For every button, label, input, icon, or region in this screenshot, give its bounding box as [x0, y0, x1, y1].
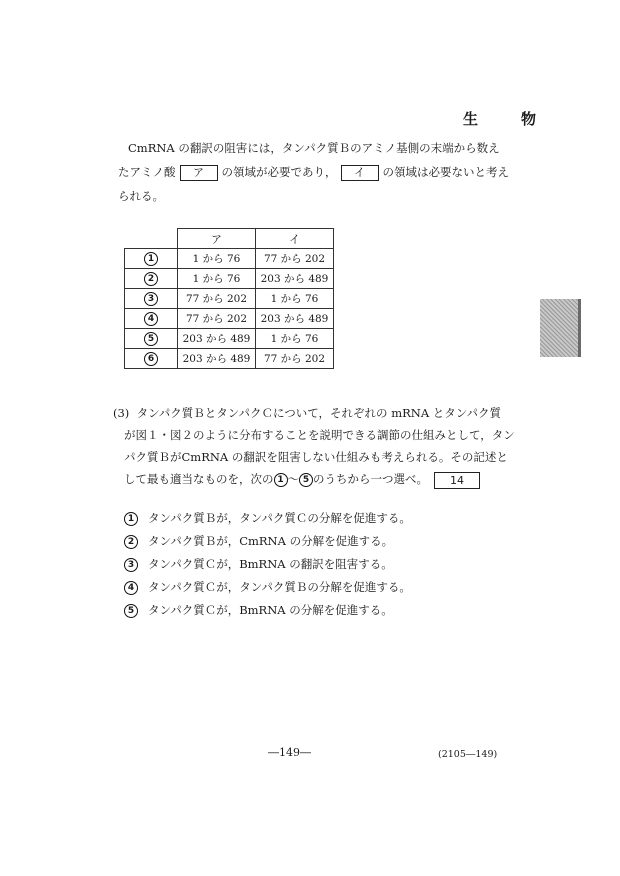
section-tab-edge: [578, 299, 581, 357]
exam-code: (2105―149): [438, 749, 498, 760]
cell-a: 1 から 76: [178, 269, 256, 289]
question-3-line-3: パク質ＢがCmRNA の翻訳を阻害しない仕組みも考えられる。その記述と: [124, 450, 508, 464]
list-item: [124, 533, 411, 556]
table-row: [125, 269, 334, 289]
header-a: ア: [178, 229, 256, 249]
option-number: 5: [144, 332, 158, 346]
blank-box-a: ア: [180, 165, 218, 181]
cell-i: 203 から 489: [256, 269, 334, 289]
range-tilde: ～: [287, 472, 299, 486]
question-3-line-1: [113, 402, 508, 424]
intro-line-1: CmRNA の翻訳の阻害には，タンパク質Ｂのアミノ基側の末端から数え: [128, 141, 500, 155]
header-i: イ: [256, 229, 334, 249]
option-number: 6: [144, 352, 158, 366]
table-row: [125, 289, 334, 309]
options-table: [124, 228, 334, 369]
subject-title: 生 物: [463, 110, 551, 128]
question-3-text-4b: のうちから一つ選べ。: [313, 472, 428, 486]
table-row: [125, 309, 334, 329]
table-row: [125, 349, 334, 369]
choice-text: タンパク質Ｃが，BmRNA の分解を促進する。: [148, 603, 393, 617]
range-end-number: 5: [299, 473, 313, 487]
choice-text: タンパク質Ｂが，CmRNA の分解を促進する。: [148, 534, 394, 548]
intro-line-3: られる。: [118, 189, 164, 203]
question-3-line-4: [113, 468, 508, 490]
question-3-text-1: タンパク質ＢとタンパクＣについて，それぞれの mRNA とタンパク質: [136, 406, 501, 420]
list-item: [124, 579, 411, 602]
intro-line-2-post: の領域は必要ないと考え: [382, 165, 509, 179]
cell-i: 1 から 76: [256, 289, 334, 309]
blank-box-i: イ: [341, 165, 379, 181]
cell-i: 1 から 76: [256, 329, 334, 349]
cell-a: 203 から 489: [178, 329, 256, 349]
list-item: [124, 510, 411, 533]
cell-a: 77 から 202: [178, 289, 256, 309]
section-tab-marker: [540, 299, 578, 357]
question-3-line-2: が図１・図２のように分布することを説明できる調節の仕組みとして，タン: [124, 428, 515, 442]
answer-box: 14: [434, 472, 480, 489]
choice-text: タンパク質Ｂが，タンパク質Ｃの分解を促進する。: [148, 511, 411, 525]
choice-number: 2: [124, 535, 138, 549]
list-item: [124, 602, 411, 625]
choice-text: タンパク質Ｃが，BmRNA の翻訳を阻害する。: [148, 557, 393, 571]
choice-number: 5: [124, 604, 138, 618]
intro-line-2-pre: たアミノ酸: [118, 165, 176, 179]
choice-number: 3: [124, 558, 138, 572]
option-number: 1: [144, 252, 158, 266]
cell-i: 203 から 489: [256, 309, 334, 329]
table-row: [125, 249, 334, 269]
choice-text: タンパク質Ｃが，タンパク質Ｂの分解を促進する。: [148, 580, 411, 594]
cell-i: 77 から 202: [256, 249, 334, 269]
option-number: 2: [144, 272, 158, 286]
question-3: [113, 402, 515, 490]
question-label: (3): [113, 406, 130, 420]
page-number: ―149―: [268, 746, 311, 759]
table-corner: [125, 229, 178, 249]
choices-list: [124, 510, 411, 625]
cell-i: 77 から 202: [256, 349, 334, 369]
list-item: [124, 556, 411, 579]
intro-line-2-mid: の領域が必要であり，: [221, 165, 337, 179]
table-row: [125, 329, 334, 349]
intro-paragraph: [118, 136, 508, 208]
cell-a: 1 から 76: [178, 249, 256, 269]
cell-a: 203 から 489: [178, 349, 256, 369]
choice-number: 1: [124, 512, 138, 526]
table-header-row: [125, 229, 334, 249]
choice-number: 4: [124, 581, 138, 595]
question-3-text-4: して最も適当なものを，次の: [124, 472, 274, 486]
option-number: 4: [144, 312, 158, 326]
intro-line-2: [118, 160, 508, 184]
cell-a: 77 から 202: [178, 309, 256, 329]
option-number: 3: [144, 292, 158, 306]
range-start-number: 1: [274, 473, 288, 487]
